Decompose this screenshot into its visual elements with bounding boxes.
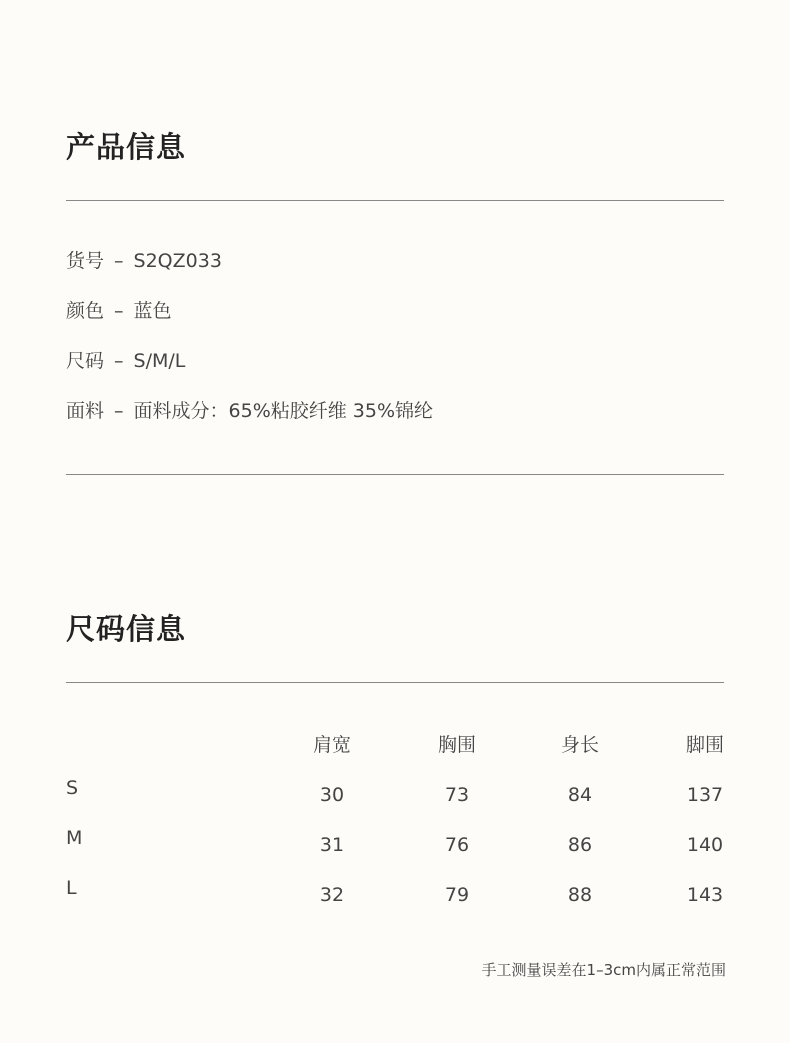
size-table-cell: 32: [319, 884, 345, 906]
size-row-label: L: [66, 877, 77, 899]
size-table-cell: 31: [319, 834, 345, 856]
size-table-header-chest: 胸围: [437, 734, 476, 756]
info-item-article-number: [66, 252, 222, 271]
info-separator: –: [114, 300, 124, 322]
size-table-cell: 79: [444, 884, 470, 906]
size-table-cell: 86: [567, 834, 593, 856]
size-table-cell: 30: [319, 784, 345, 806]
info-separator: –: [114, 250, 124, 272]
size-table-header-length: 身长: [560, 734, 599, 756]
size-table-cell: 137: [686, 784, 724, 806]
size-table-cell: 140: [686, 834, 724, 856]
product-info-top-divider: [66, 200, 724, 201]
size-table-cell: 76: [444, 834, 470, 856]
info-item-size: [66, 352, 185, 371]
info-separator: –: [114, 350, 124, 372]
info-label: 面料: [66, 400, 105, 422]
info-label: 货号: [66, 250, 105, 272]
size-table-header-shoulder: 肩宽: [312, 734, 351, 756]
info-value: S/M/L: [133, 350, 186, 372]
measurement-note: 手工测量误差在1–3cm内属正常范围: [481, 961, 726, 979]
size-row-label: M: [66, 827, 83, 849]
info-item-fabric: [66, 402, 433, 421]
info-separator: –: [114, 400, 124, 422]
info-label: 颜色: [66, 300, 105, 322]
size-table-cell: 88: [567, 884, 593, 906]
info-value: 面料成分：65%粘胶纤维 35%锦纶: [133, 400, 434, 422]
product-info-title: 产品信息: [66, 130, 187, 164]
size-info-divider: [66, 682, 724, 683]
info-value: 蓝色: [133, 300, 172, 322]
size-row-label: S: [66, 777, 79, 799]
size-info-title: 尺码信息: [66, 612, 187, 646]
product-info-bottom-divider: [66, 474, 724, 475]
size-table-cell: 143: [686, 884, 724, 906]
info-item-color: [66, 302, 172, 321]
size-table-cell: 73: [444, 784, 470, 806]
size-table-header-hem: 脚围: [685, 734, 724, 756]
info-value: S2QZ033: [133, 250, 222, 272]
size-table-cell: 84: [567, 784, 593, 806]
info-label: 尺码: [66, 350, 105, 372]
